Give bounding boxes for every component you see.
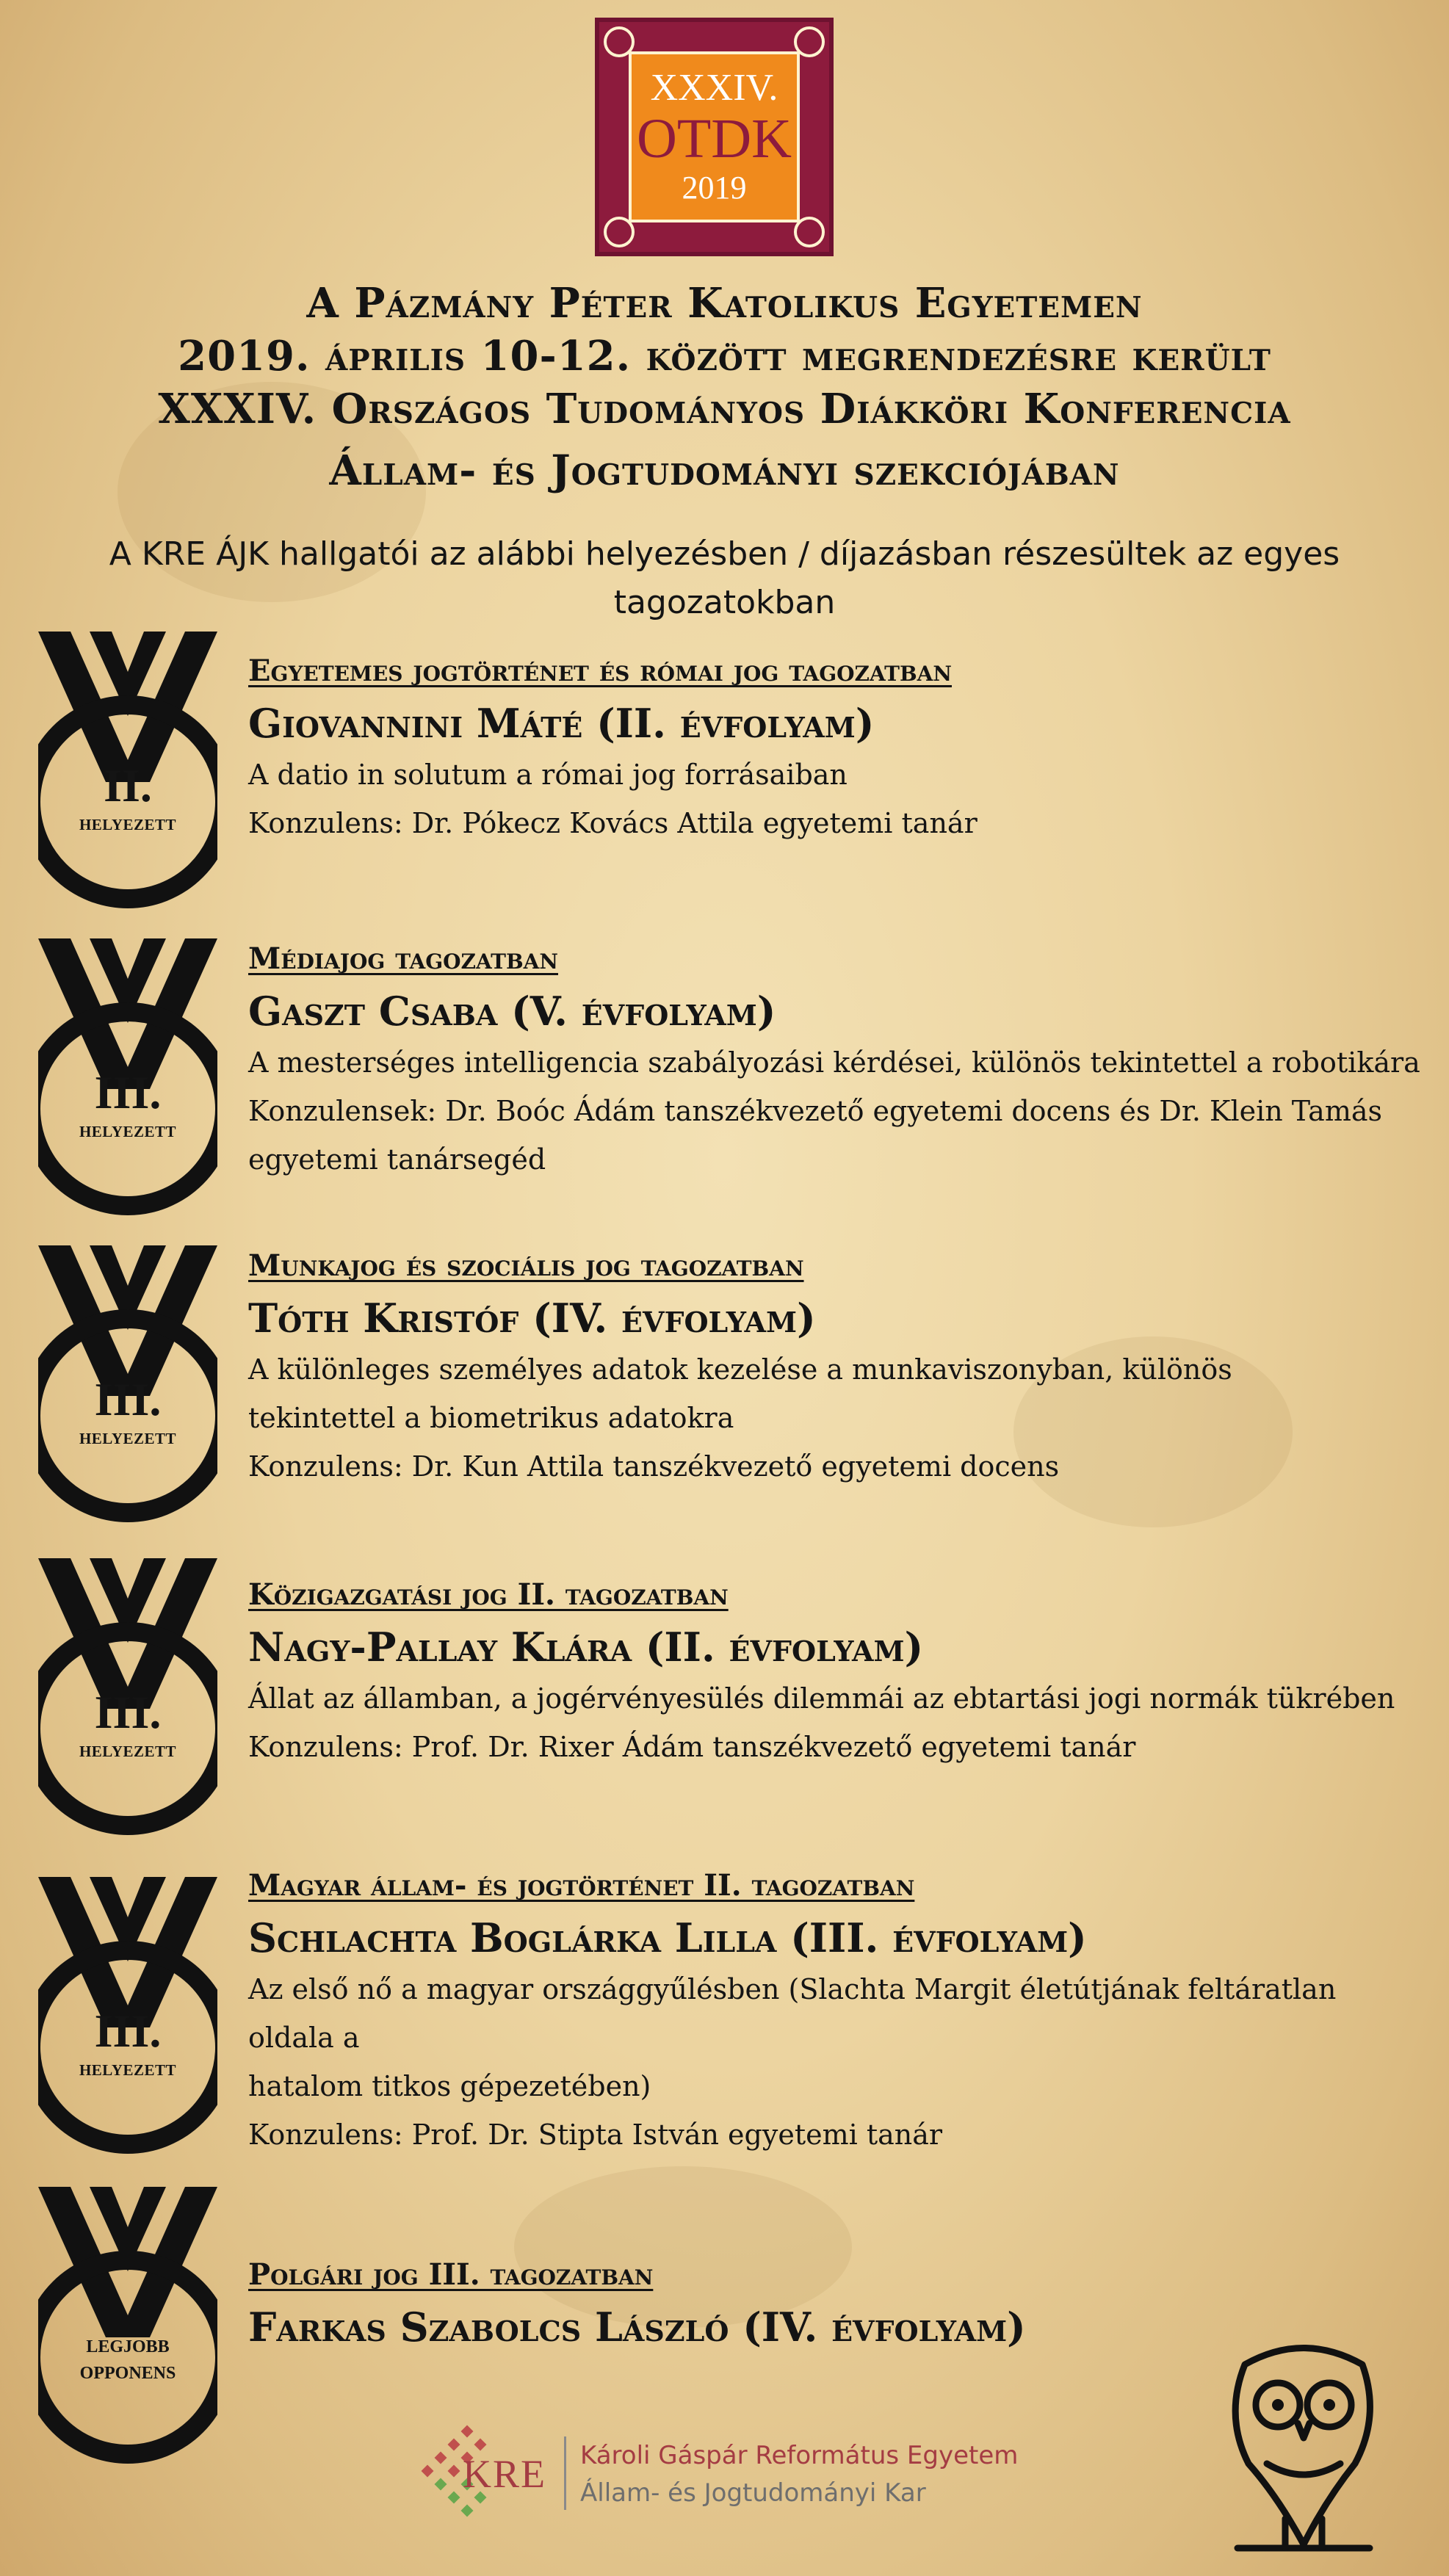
medal-rank: III. <box>94 1066 162 1118</box>
medal-rank: III. <box>94 2005 162 2057</box>
medal-icon <box>38 1877 217 2156</box>
header-line-4: Állam- és Jogtudományi szekciójában <box>329 446 1120 495</box>
medal-label: OPPONENS <box>79 2364 176 2383</box>
entry-line: Konzulens: Dr. Kun Attila tanszékvezető egyetemi docens <box>248 1450 1060 1483</box>
category-title: Polgári jog III. tagozatban <box>248 2257 654 2292</box>
student-name: Giovannini Máté (II. évfolyam) <box>248 700 875 747</box>
student-name: Farkas Szabolcs László (IV. évfolyam) <box>248 2304 1026 2351</box>
medal-label: HELYEZETT <box>79 1123 177 1140</box>
medal-icon <box>38 938 217 1218</box>
award-entry <box>248 940 1431 1184</box>
entry-line: Az első nő a magyar országgyűlésben (Slachta Margit életútjának feltáratlan oldala a <box>248 1973 1337 2054</box>
header-line-2: 2019. április 10-12. között megrendezésre került <box>178 332 1271 380</box>
category-title: Közigazgatási jog II. tagozatban <box>248 1577 729 1612</box>
medal-label: LEGJOBB <box>86 2337 170 2356</box>
medal-icon <box>38 1558 217 1837</box>
medal-label: HELYEZETT <box>79 1743 177 1760</box>
medal-label: HELYEZETT <box>79 1430 177 1447</box>
medal-label: HELYEZETT <box>79 2061 177 2079</box>
student-name: Tóth Kristóf (IV. évfolyam) <box>248 1295 816 1342</box>
logo-title: OTDK <box>636 107 792 170</box>
header-line-3: XXXIV. Országos Tudományos Diákköri Konferencia <box>158 385 1291 433</box>
student-name: Schlachta Boglárka Lilla (III. évfolyam) <box>248 1914 1087 1961</box>
medal-rank: II. <box>104 759 152 811</box>
entry-line: A mesterséges intelligencia szabályozási kérdései, különös tekintettel a robotikára <box>248 1046 1420 1079</box>
award-entry <box>248 1576 1431 1771</box>
entry-line: egyetemi tanársegéd <box>248 1143 546 1176</box>
category-title: Magyar állam- és jogtörténet II. tagozatban <box>248 1868 915 1903</box>
entry-line: A különleges személyes adatok kezelése a munkaviszonyban, különös <box>248 1353 1232 1386</box>
entry-line: Konzulens: Dr. Pókecz Kovács Attila egyetemi tanár <box>248 807 978 839</box>
entry-line: Állat az államban, a jogérvényesülés dilemmái az ebtartási jogi normák tükrében <box>248 1682 1395 1715</box>
award-entry <box>248 1247 1431 1491</box>
medal-rank: III. <box>94 1686 162 1738</box>
category-title: Munkajog és szociális jog tagozatban <box>248 1248 804 1283</box>
entry-line: hatalom titkos gépezetében) <box>248 2070 651 2102</box>
award-entry <box>248 652 1431 847</box>
category-title: Egyetemes jogtörténet és római jog tagozatban <box>248 654 952 688</box>
logo-edition: XXXIV. <box>650 66 778 109</box>
kre-logo-text: KRE <box>463 2452 546 2496</box>
faculty-name: Állam- és Jogtudományi Kar <box>580 2478 926 2508</box>
medal-icon <box>38 1245 217 1524</box>
student-name: Gaszt Csaba (V. évfolyam) <box>248 988 776 1035</box>
entry-line: Konzulensek: Dr. Boóc Ádám tanszékvezető egyetemi docens és Dr. Klein Tamás <box>248 1095 1383 1127</box>
medal-icon <box>38 632 217 911</box>
entry-line: A datio in solutum a római jog forrásaiban <box>248 759 848 791</box>
otdk-logo <box>595 18 834 256</box>
medal-rank: III. <box>94 1373 162 1425</box>
header-line-1: A Pázmány Péter Katolikus Egyetemen <box>306 279 1143 328</box>
student-name: Nagy-Pallay Klára (II. évfolyam) <box>248 1624 924 1671</box>
divider <box>564 2436 566 2510</box>
entry-line: tekintettel a biometrikus adatokra <box>248 1402 734 1434</box>
medal-icon <box>38 2187 217 2466</box>
university-name: Károli Gáspár Református Egyetem <box>580 2441 1019 2470</box>
medal-label: HELYEZETT <box>79 816 177 833</box>
owl-icon <box>1215 2335 1392 2555</box>
logo-year: 2019 <box>682 169 747 206</box>
category-title: Médiajog tagozatban <box>248 941 558 976</box>
entry-line: Konzulens: Prof. Dr. Rixer Ádám tanszékvezető egyetemi tanár <box>248 1731 1136 1763</box>
award-entry <box>248 1867 1431 2159</box>
entry-line: Konzulens: Prof. Dr. Stipta István egyetemi tanár <box>248 2119 943 2151</box>
intro-text: A KRE ÁJK hallgatói az alábbi helyezésben / díjazásban részesültek az egyes tagozatokban <box>109 535 1340 621</box>
